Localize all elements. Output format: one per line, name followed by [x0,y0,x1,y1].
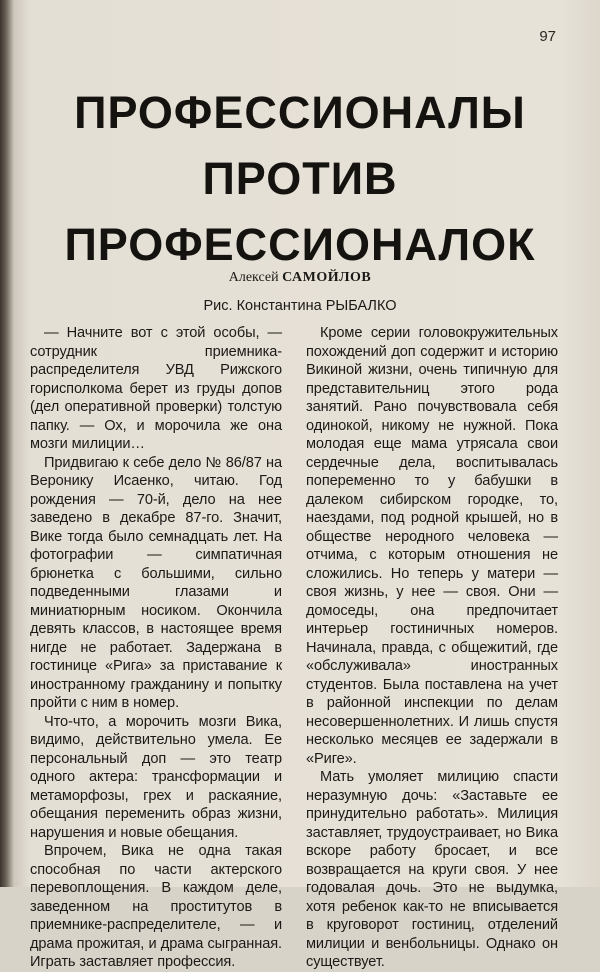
illustrator-last-name: РЫБАЛКО [325,298,397,314]
illustrator-credit [0,298,600,314]
paragraph: Мать умоляет милицию спасти неразумную дочь: «Заставьте ее принудительно работать». Милиция заставляет, трудоустраивает, но Вика вскоре работу бросает, и все возвращается на круги своя. У нее годовалая дочь. Это не выдумка, хотя ребенок как-то не вписывается в круговорот гостиниц, отделений милиции и венбольницы. Однако он существует. [306,769,558,970]
page-number: 97 [539,28,556,45]
left-column [30,324,282,972]
paragraph: — Начните вот с этой особы, — сотрудник приемника-распределителя УВД Рижского горисполкома берет из груды допов (дел оперативной проверки) толстую папку. — Ох, и морочила же она мозги милиции… [30,325,282,452]
paragraph: Придвигаю к себе дело № 86/87 на Веронику Исаенко, читаю. Год рождения — 70-й, дело на нее заведено в декабре 87-го. Значит, Вике тогда было семнадцать лет. На фотографии — симпатичная брюнетка с большими, сильно подведенными глазами и миниатюрным носиком. Окончила девять классов, в настоящее время нигде не работает. Задержана в гостинице «Рига» за приставание к иностранному гражданину и попытку пройти с ним в номер. [30,454,282,711]
author-last-name: САМОЙЛОВ [282,270,372,285]
illustrator-prefix: Рис. Константина [203,298,322,314]
title-line-2: ПРОТИВ [202,153,398,204]
paragraph: Впрочем, Вика не одна такая способная по части актерского перевоплощения. В каждом деле, заведенном на проститутов в приемнике-распределителе, — и драма прожитая, и драма сыгранная. Играть заставляет профессия. [30,843,282,970]
title-line-1: ПРОФЕССИОНАЛЫ [74,87,526,138]
paragraph: Кроме серии головокружительных похождений доп содержит и историю Викиной жизни, очень типичную для представительниц этого рода занятий. Рано почувствовала себя одинокой, никому не нужной. Пока молодая еще мама утрясала свои сердечные дела, воспитывалась попеременно то у бабушки в далеком сибирском городке, то, наездами, под родной крышей, но в обществе неродного человека — отчима, с которым отношения не сложились. Но теперь у матери — своя жизнь, у нее — своя. Они — домоседы, она предпочитает интерьер гостиничных номеров. Начинала, правда, с общежитий, где «обслуживала» иностранных студентов. Была поставлена на учет в районной инспекции по делам несовершеннолетних. И лишь спустя несколько месяцев ее задержали в «Риге». [306,325,558,767]
right-column [306,324,558,972]
article-title [0,80,600,278]
author-first-name: Алексей [228,270,279,285]
author-byline [0,270,600,286]
title-line-3: ПРОФЕССИОНАЛОК [64,219,536,270]
paragraph: Что-что, а морочить мозги Вика, видимо, действительно умела. Ее персональный доп — это театр одного актера: трансформации и метаморфозы, грех и раскаяние, обещания переменить образ жизни, нарушения и новые обещания. [30,713,282,841]
